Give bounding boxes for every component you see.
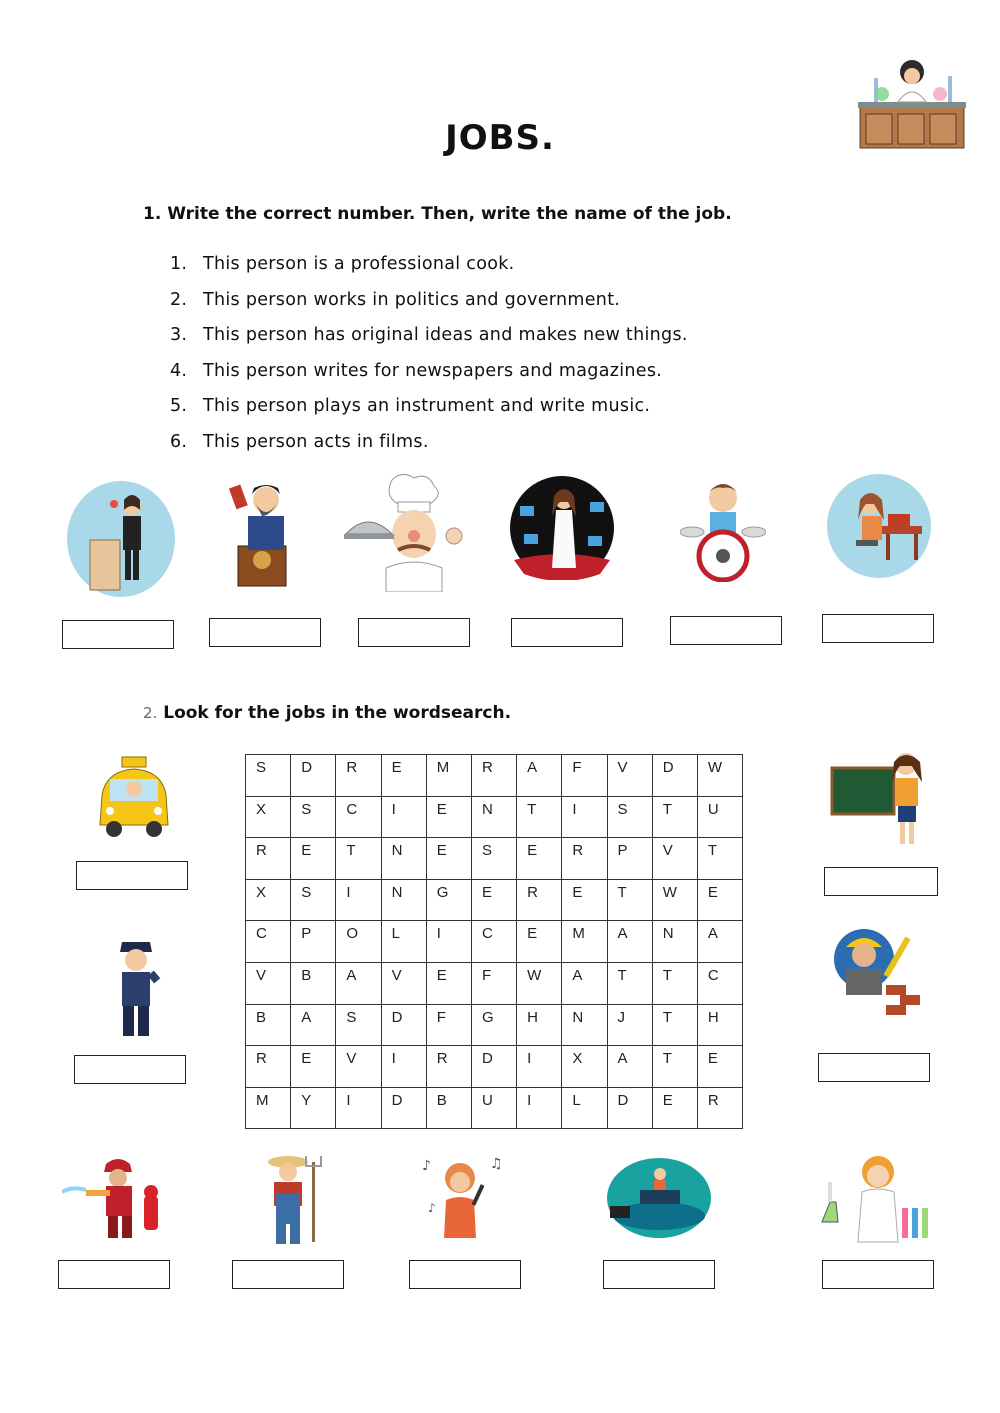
wordsearch-row [246,921,743,963]
wordsearch-cell[interactable]: E [517,838,562,880]
wordsearch-cell[interactable]: S [291,879,336,921]
answer-box[interactable] [511,618,623,647]
wordsearch-cell[interactable]: T [652,796,697,838]
wordsearch-cell[interactable]: T [517,796,562,838]
wordsearch-cell[interactable]: V [246,962,291,1004]
wordsearch-cell[interactable]: S [246,755,291,797]
wordsearch-cell[interactable]: E [517,921,562,963]
wordsearch-cell[interactable]: T [697,838,742,880]
presenter-icon [606,1156,712,1244]
wordsearch-grid [245,754,743,1129]
wordsearch-cell[interactable]: R [697,1087,742,1129]
wordsearch-cell[interactable]: A [607,1046,652,1088]
wordsearch-cell[interactable]: T [652,1004,697,1046]
wordsearch-cell[interactable]: E [291,838,336,880]
sentence-item: 1. This person is a professional cook. [170,254,515,274]
wordsearch-row [246,1046,743,1088]
wordsearch-cell[interactable]: E [562,879,607,921]
answer-box[interactable] [358,618,470,647]
wordsearch-cell[interactable]: P [291,921,336,963]
wordsearch-cell[interactable]: B [246,1004,291,1046]
politician-icon [66,480,176,602]
wordsearch-cell[interactable]: M [562,921,607,963]
wordsearch-cell[interactable]: F [562,755,607,797]
wordsearch-cell[interactable]: P [607,838,652,880]
sentence-item: 3. This person has original ideas and makes new things. [170,325,688,345]
page-title: JOBS. [445,118,555,158]
wordsearch-row [246,1087,743,1129]
wordsearch-cell[interactable]: T [336,838,381,880]
wordsearch-cell[interactable]: E [697,879,742,921]
svg-text:♪: ♪ [428,1201,436,1215]
wordsearch-cell[interactable]: V [652,838,697,880]
wordsearch-cell[interactable]: X [246,879,291,921]
wordsearch-cell[interactable]: E [291,1046,336,1088]
wordsearch-cell[interactable]: G [426,879,471,921]
policeman-icon [106,932,166,1044]
wordsearch-cell[interactable]: M [426,755,471,797]
firefighter-icon [62,1156,166,1244]
wordsearch-cell[interactable]: U [697,796,742,838]
wordsearch-cell[interactable]: I [517,1087,562,1129]
sentence-item: 2. This person works in politics and government. [170,289,621,310]
wordsearch-cell[interactable]: S [471,838,516,880]
wordsearch-cell[interactable]: A [697,921,742,963]
sentence-item: 4. This person writes for newspapers and magazines. [170,360,663,381]
answer-box[interactable] [74,1055,186,1084]
wordsearch-cell[interactable]: J [607,1004,652,1046]
wordsearch-cell[interactable]: S [607,796,652,838]
answer-box[interactable] [822,1260,934,1289]
singer-icon [414,1150,510,1244]
answer-box[interactable] [822,614,934,643]
answer-box[interactable] [670,616,782,645]
wordsearch-cell[interactable]: D [291,755,336,797]
wordsearch-cell[interactable]: R [426,1046,471,1088]
sentence-item: 6. This person acts in films. [170,431,429,452]
wordsearch-cell[interactable]: X [562,1046,607,1088]
wordsearch-cell[interactable]: E [697,1046,742,1088]
wordsearch-cell[interactable]: H [697,1004,742,1046]
wordsearch-cell[interactable]: I [562,796,607,838]
wordsearch-row [246,838,743,880]
answer-box[interactable] [603,1260,715,1289]
wordsearch-cell[interactable]: B [291,962,336,1004]
wordsearch-cell[interactable]: M [246,1087,291,1129]
wordsearch-cell[interactable]: D [381,1087,426,1129]
farmer-icon [256,1152,328,1250]
answer-box[interactable] [232,1260,344,1289]
wordsearch-cell[interactable]: H [517,1004,562,1046]
exercise2-instruction: 2. Look for the jobs in the wordsearch. [143,703,512,723]
wordsearch-cell[interactable]: R [246,1046,291,1088]
answer-box[interactable] [76,861,188,890]
wordsearch-cell[interactable]: V [607,755,652,797]
svg-text:♪: ♪ [422,1158,431,1174]
chef-icon [342,472,470,596]
wordsearch-cell[interactable]: I [381,796,426,838]
wordsearch-row [246,1004,743,1046]
wordsearch-cell[interactable]: R [562,838,607,880]
wordsearch-cell[interactable]: R [336,755,381,797]
actress-icon [510,476,614,584]
wordsearch-cell[interactable]: E [652,1087,697,1129]
answer-box[interactable] [62,620,174,649]
wordsearch-cell[interactable]: E [426,962,471,1004]
wordsearch-cell[interactable]: N [471,796,516,838]
wordsearch-cell[interactable]: I [517,1046,562,1088]
wordsearch-cell[interactable]: U [471,1087,516,1129]
answer-box[interactable] [824,867,938,896]
wordsearch-cell[interactable]: F [426,1004,471,1046]
builder-icon [830,925,930,1025]
wordsearch-cell[interactable]: L [562,1087,607,1129]
wordsearch-cell[interactable]: C [697,962,742,1004]
wordsearch-cell[interactable]: N [381,879,426,921]
wordsearch-cell[interactable]: N [652,921,697,963]
wordsearch-cell[interactable]: S [336,1004,381,1046]
wordsearch-cell[interactable]: E [381,755,426,797]
wordsearch-cell[interactable]: I [381,1046,426,1088]
answer-box[interactable] [409,1260,521,1289]
wordsearch-cell[interactable]: R [517,879,562,921]
wordsearch-cell[interactable]: S [291,796,336,838]
wordsearch-cell[interactable]: W [517,962,562,1004]
wordsearch-row [246,796,743,838]
wordsearch-cell[interactable]: E [426,796,471,838]
wordsearch-cell[interactable]: O [336,921,381,963]
inventor-icon [222,476,302,595]
wordsearch-cell[interactable]: L [381,921,426,963]
wordsearch-cell[interactable]: Y [291,1087,336,1129]
wordsearch-row [246,879,743,921]
wordsearch-cell[interactable]: A [562,962,607,1004]
wordsearch-cell[interactable]: T [607,879,652,921]
wordsearch-cell[interactable]: V [381,962,426,1004]
wordsearch-cell[interactable]: B [426,1087,471,1129]
wordsearch-row [246,962,743,1004]
wordsearch-row [246,755,743,797]
answer-box[interactable] [818,1053,930,1082]
wordsearch-cell[interactable]: I [426,921,471,963]
wordsearch-cell[interactable]: D [381,1004,426,1046]
answer-box[interactable] [58,1260,170,1289]
wordsearch-cell[interactable]: D [607,1087,652,1129]
exercise1-instruction: 1. Write the correct number. Then, write the name of the job. [143,204,732,224]
wordsearch-cell[interactable]: F [471,962,516,1004]
sentence-item: 5. This person plays an instrument and write music. [170,396,651,416]
wordsearch-cell[interactable]: D [652,755,697,797]
wordsearch-cell[interactable]: I [336,879,381,921]
wordsearch-cell[interactable]: N [562,1004,607,1046]
svg-text:♫: ♫ [490,1156,503,1172]
wordsearch-cell[interactable]: T [652,962,697,1004]
wordsearch-cell[interactable]: A [336,962,381,1004]
wordsearch-cell[interactable]: N [381,838,426,880]
sentence-list [170,250,688,463]
wordsearch-cell[interactable]: C [336,796,381,838]
wordsearch-cell[interactable]: E [471,879,516,921]
wordsearch-cell[interactable]: W [652,879,697,921]
wordsearch-cell[interactable]: C [246,921,291,963]
taxi-driver-icon [96,755,172,845]
wordsearch-cell[interactable]: A [517,755,562,797]
wordsearch-cell[interactable]: G [471,1004,516,1046]
answer-box[interactable] [209,618,321,647]
wordsearch-cell[interactable]: I [336,1087,381,1129]
wordsearch-cell[interactable]: C [471,921,516,963]
drummer-icon [680,474,766,586]
journalist-icon [826,474,932,582]
wordsearch-cell[interactable]: T [607,962,652,1004]
wordsearch-cell[interactable]: A [607,921,652,963]
wordsearch-cell[interactable]: W [697,755,742,797]
wordsearch-cell[interactable]: R [246,838,291,880]
wordsearch-cell[interactable]: E [426,838,471,880]
wordsearch-cell[interactable]: T [652,1046,697,1088]
wordsearch-cell[interactable]: V [336,1046,381,1088]
wordsearch-cell[interactable]: D [471,1046,516,1088]
teacher-icon [830,748,930,852]
scientist-icon [818,1152,930,1250]
wordsearch-cell[interactable]: R [471,755,516,797]
wordsearch-cell[interactable]: X [246,796,291,838]
wordsearch-cell[interactable]: A [291,1004,336,1046]
